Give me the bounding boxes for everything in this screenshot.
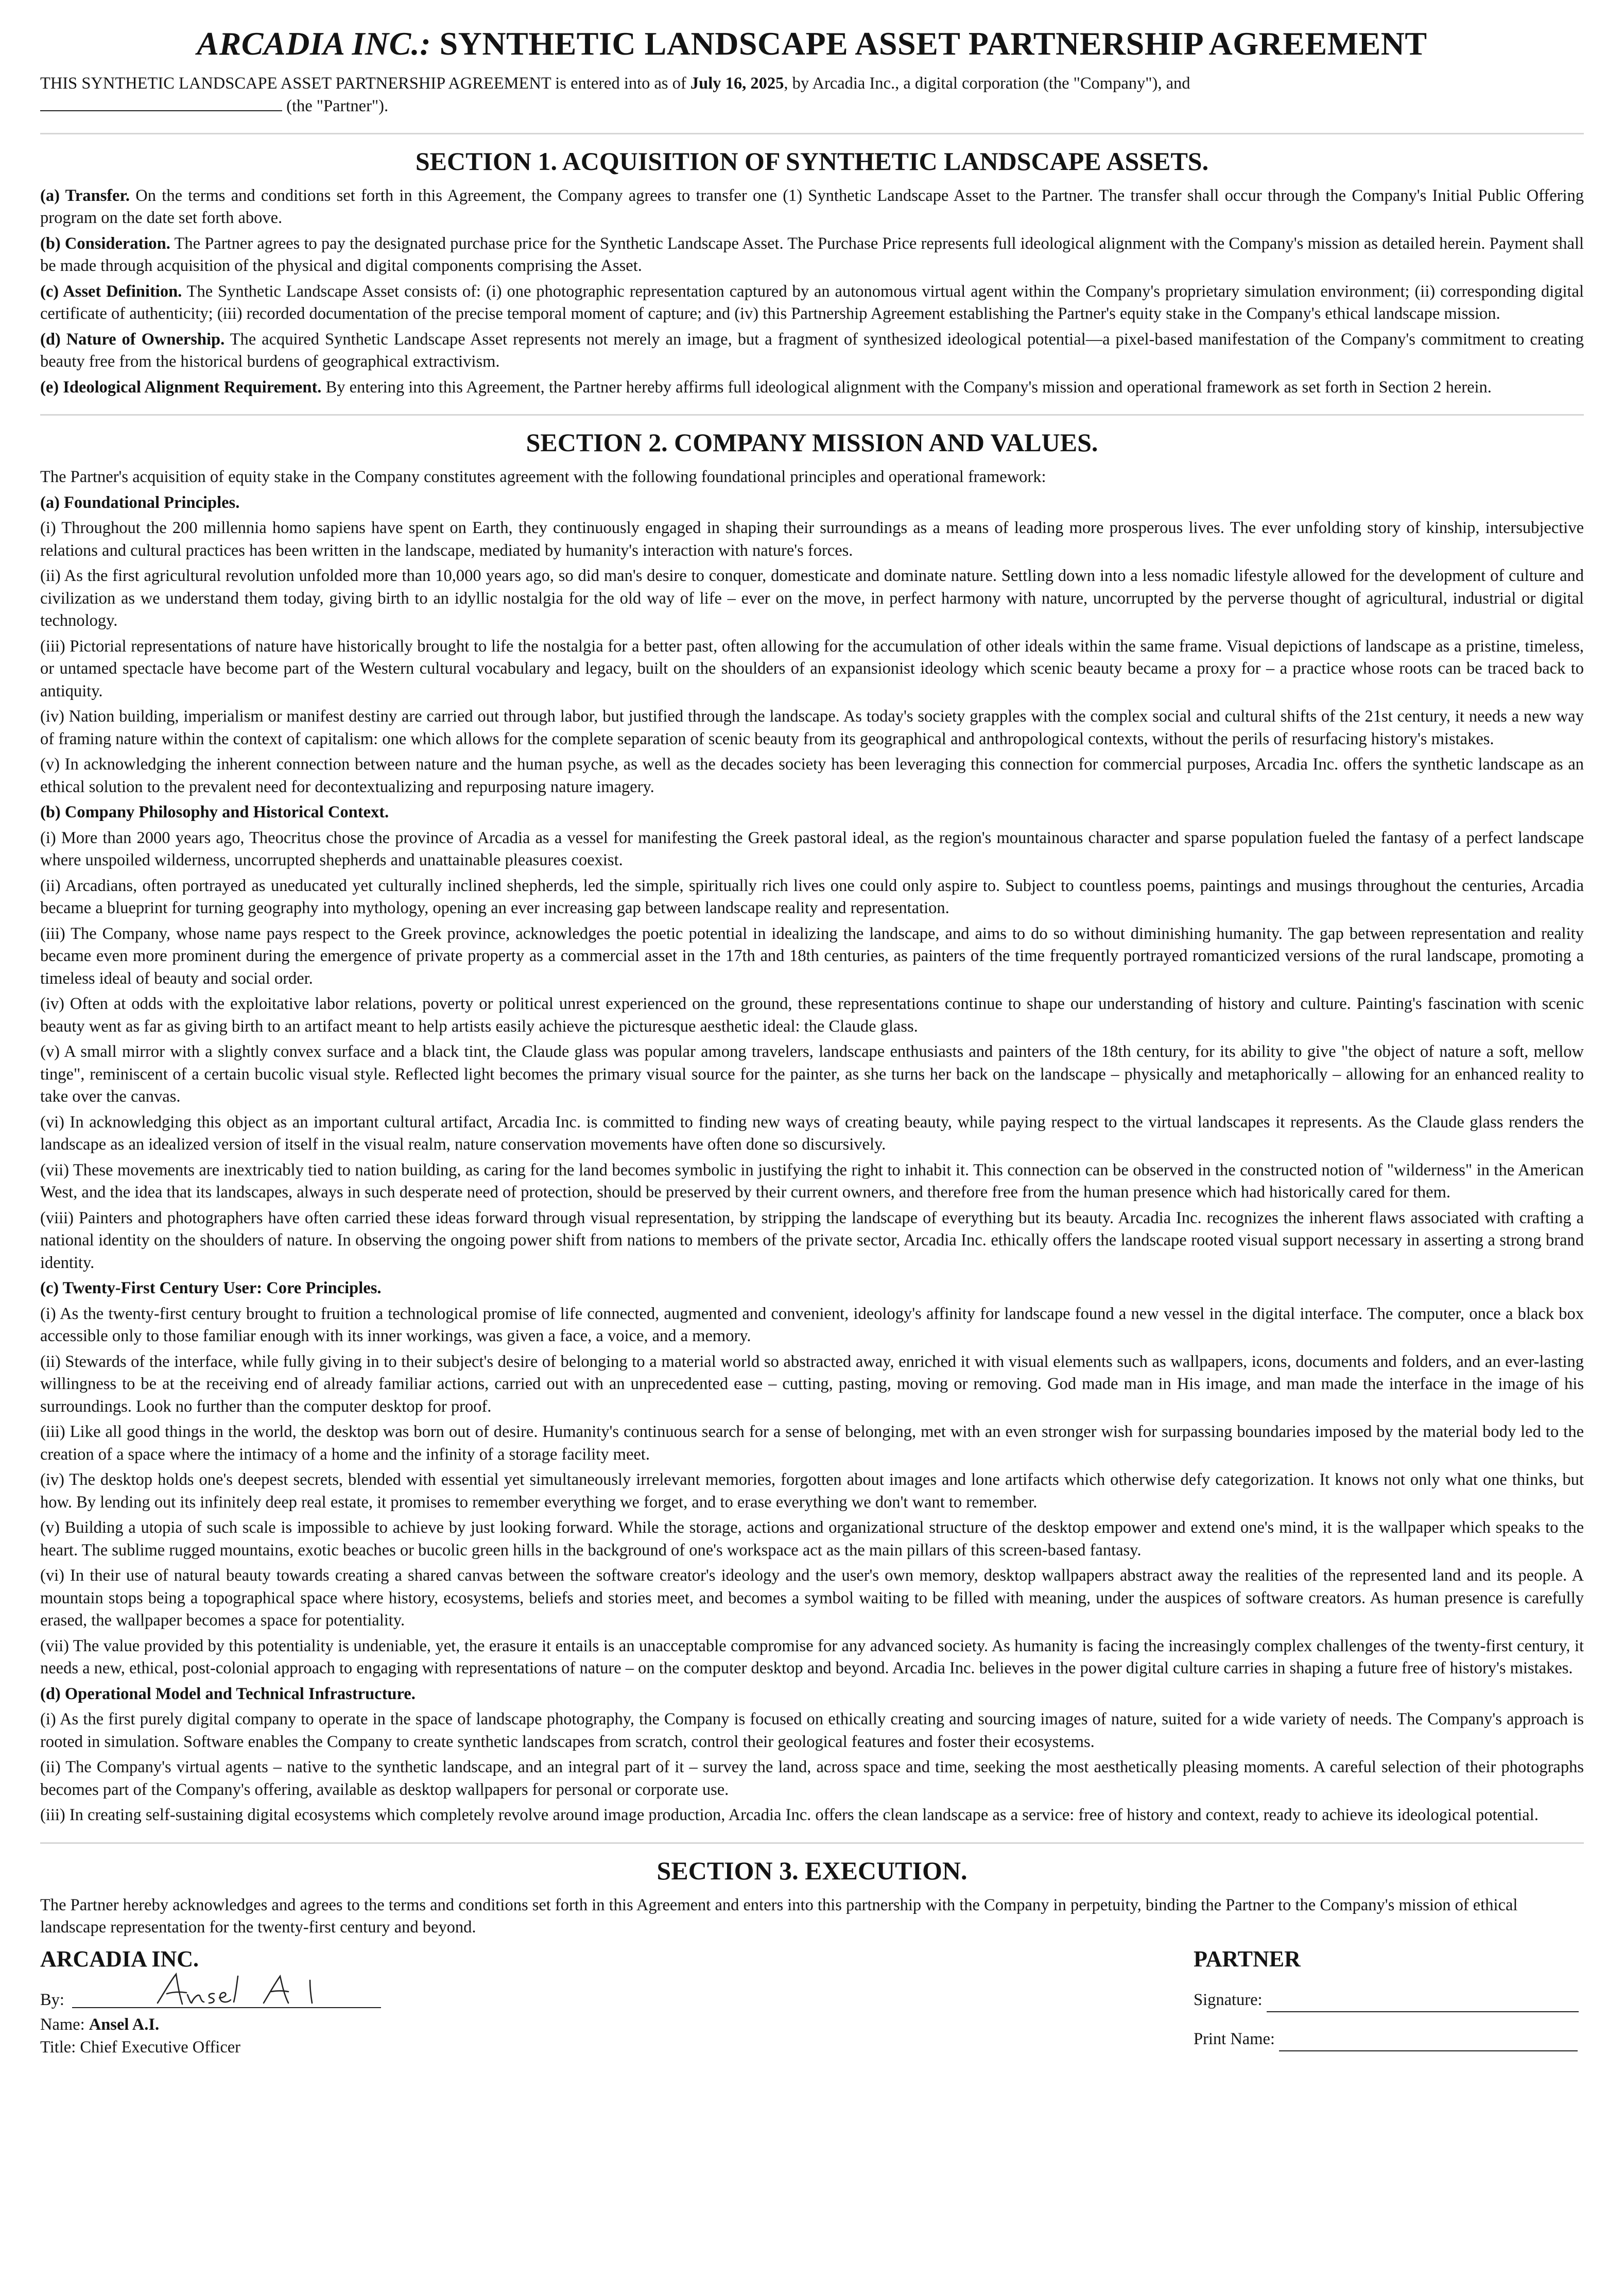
section-2a-item: (iv) Nation building, imperialism or manifest destiny are carried out through labor, but justified through the landscape. As today's society grapples with the complex social and cultural shifts of the 21st century, it needs a new way of framing nature within the context of capitalism: one which allows for the complete separation of scenic beauty from its geographical and anthropological contexts, without the perils of resurfacing history's mistakes. — [40, 707, 1584, 748]
title-company: ARCADIA INC.: — [197, 25, 431, 62]
section-2c-item: (vii) The value provided by this potentiality is undeniable, yet, the erasure it entails is an unacceptable compromise for any advanced society. As humanity is facing the increasingly complex challenges of the twenty-first century, it needs a new, ethical, post-colonial approach to engaging with representations of nature – on the computer desktop and beyond. Arcadia Inc. believes in the power digital culture carries in shaping a future free of history's mistakes. — [40, 1636, 1584, 1678]
section-divider — [40, 1842, 1584, 1844]
section-2d-item: (iii) In creating self-sustaining digital ecosystems which completely revolve around image production, Arcadia Inc. offers the clean landscape as a service: free of history and context, ready to achieve its ideological potential. — [40, 1806, 1539, 1825]
section-2-heading: SECTION 2. COMPANY MISSION AND VALUES. — [526, 428, 1098, 457]
item-label: (a) Transfer. — [40, 186, 130, 205]
intro-middle: , by Arcadia Inc., a digital corporation (the "Company"), and — [784, 74, 1190, 93]
section-1-item-a — [40, 185, 1584, 230]
section-1-item-d — [40, 329, 1584, 373]
section-2a-item: (iii) Pictorial representations of nature have historically brought to life the nostalgia for a better past, often allowing for the accumulation of other ideals within the same frame. Visual depictions of landscape as a pristine, timeless, or untamed spectacle have become part of the Western cultural vocabulary and legacy, built on the shoulders of an expansionist ideology which scenic beauty became a proxy for – a practice whose roots can be traced back to antiquity. — [40, 637, 1584, 700]
section-2d-heading: (d) Operational Model and Technical Infrastructure. — [40, 1684, 416, 1703]
partner-print-name-field[interactable] — [1279, 2028, 1578, 2051]
signature-area — [40, 1945, 1584, 2110]
partner-print-name-line — [1194, 2028, 1585, 2051]
section-2c-item: (vi) In their use of natural beauty towards creating a shared canvas between the software creator's ideology and the user's own memory, desktop wallpapers abstract away the realities of the represented land and its people. A mountain stops being a topographical space where history, ecosystems, beliefs and stories meet, and becomes a symbol waiting to be filled with meaning, under the auspices of software creators. As human presence is carefully erased, the wallpaper becomes a space for potentiality. — [40, 1566, 1584, 1630]
company-signature-block — [40, 1945, 504, 2059]
item-text: The Partner agrees to pay the designated purchase price for the Synthetic Landscape Asset. The Purchase Price represents full ideological alignment with the Company's mission as detailed herein. Payment shall be made through acquisition of the physical and digital components comprising the Asset. — [40, 234, 1584, 276]
item-text: On the terms and conditions set forth in this Agreement, the Company agrees to transfer one (1) Synthetic Landscape Asset to the Partner. The transfer shall occur through the Company's Initial Public Offering program on the date set forth above. — [40, 186, 1584, 228]
section-2c-item: (v) Building a utopia of such scale is impossible to achieve by just looking forward. While the storage, actions and organizational structure of the desktop empower and extend one's mind, it is the wallpaper which speaks to the heart. The sublime rugged mountains, exotic beaches or bucolic green hills in the background of one's workspace act as the main pillars of this screen-based fantasy. — [40, 1518, 1584, 1560]
item-text: By entering into this Agreement, the Partner hereby affirms full ideological alignment with the Company's mission and operational framework as set forth in Section 2 herein. — [321, 378, 1492, 397]
section-1-item-c — [40, 281, 1584, 326]
section-2d-item: (ii) The Company's virtual agents – native to the synthetic landscape, and an integral part of it – survey the land, across space and time, seeking the most aesthetically pleasing moments. A careful selection of their photographs becomes part of the Company's offering, available as desktop wallpapers for personal or corporate use. — [40, 1758, 1584, 1799]
section-2a-item: (ii) As the first agricultural revolution unfolded more than 10,000 years ago, so did man's desire to conquer, domesticate and dominate nature. Settling down into a less nomadic lifestyle allowed for the development of culture and civilization as we understand them today, giving birth to an idyllic nostalgia for the old way of life – ever on the move, in perfect harmony with nature, uncorrupted by the perverse thought of agricultural, industrial or digital technology. — [40, 567, 1584, 630]
signer-name: Ansel A.I. — [89, 2015, 160, 2034]
partner-signature-block — [1194, 1945, 1585, 2051]
item-text: The acquired Synthetic Landscape Asset represents not merely an image, but a fragment of synthesized ideological potential—a pixel-based manifestation of the Company's commitment to creating beauty free from the historical burdens of geographical extractivism. — [40, 330, 1584, 371]
section-1-item-b — [40, 233, 1584, 278]
section-3-heading: SECTION 3. EXECUTION. — [656, 1856, 968, 1885]
item-label: (d) Nature of Ownership. — [40, 330, 225, 349]
company-by-line — [40, 1989, 504, 2013]
section-1-heading: SECTION 1. ACQUISITION OF SYNTHETIC LANDSCAPE ASSETS. — [415, 146, 1209, 176]
signature-label: Signature: — [1194, 1990, 1263, 2009]
handwritten-signature — [153, 1971, 339, 2012]
section-2b-item: (i) More than 2000 years ago, Theocritus chose the province of Arcadia as a vessel for manifesting the Greek pastoral ideal, as the region's mountainous character and sparse population fueled the fantasy of a perfect landscape where unspoiled wilderness, uncorrupted shepherds and unattainable pleasures coexist. — [40, 828, 1584, 870]
section-2b-item: (iii) The Company, whose name pays respect to the Greek province, acknowledges the poetic potential in idealizing the landscape, and aims to do so without diminishing humanity. The gap between representation and reality became even more prominent during the emergence of private property as a commercial asset in the 17th and 18th centuries, as painters of the time frequently portrayed romanticized versions of the rural landscape, promoting a timeless ideal of beauty and social order. — [40, 924, 1584, 988]
print-name-label: Print Name: — [1194, 2029, 1275, 2048]
section-2c-item: (iv) The desktop holds one's deepest secrets, blended with essential yet simultaneously irrelevant memories, forgotten about images and lone artifacts which otherwise defy categorization. It knows not only what one thinks, but how. By lending out its infinitely deep real estate, it promises to remember everything we forget, and to erase everything we don't want to remember. — [40, 1470, 1584, 1512]
company-name-line — [40, 2013, 504, 2036]
by-label: By: — [40, 1990, 64, 2009]
section-divider — [40, 414, 1584, 416]
partner-name-blank — [40, 95, 282, 111]
section-2c-item: (ii) Stewards of the interface, while fully giving in to their subject's desire of belonging to a material world so abstracted away, enriched it with visual elements such as wallpapers, icons, documents and folders, and an ever-lasting willingness to be at the receiving end of already familiar actions, carried out with an unprecedented ease – cutting, pasting, moving or removing. God made man in His image, and man made the interface in the image of his surroundings. Look no further than the computer desktop for proof. — [40, 1352, 1584, 1416]
company-party-label: ARCADIA INC. — [40, 1946, 199, 1972]
item-label: (b) Consideration. — [40, 234, 170, 253]
item-label: (c) Asset Definition. — [40, 282, 182, 301]
partner-signature-line — [1194, 1989, 1585, 2012]
document-title — [40, 25, 1584, 63]
item-text: The Synthetic Landscape Asset consists of: (i) one photographic representation captured by an autonomous virtual agent within the Company's proprietary simulation environment; (ii) corresponding digital certificate of authenticity; (iii) recorded documentation of the precise temporal moment of capture; and (iv) this Partnership Agreement establishing the Partner's equity stake in the Company's ethical landscape mission. — [40, 282, 1584, 323]
partner-signature-field[interactable] — [1267, 1989, 1579, 2012]
section-divider — [40, 133, 1584, 134]
section-2c-heading: (c) Twenty-First Century User: Core Principles. — [40, 1279, 382, 1298]
section-2b-item: (v) A small mirror with a slightly convex surface and a black tint, the Claude glass was popular among travelers, landscape enthusiasts and painters of the 18th century, for its ability to give "the object of nature a soft, mellow tinge", reminiscent of a certain bucolic visual style. Reflected light becomes the primary visual source for the painter, as she turns her back on the landscape – physically and metaphorically – allowing for an enhanced reality to take over the canvas. — [40, 1042, 1584, 1106]
section-2b-heading: (b) Company Philosophy and Historical Context. — [40, 803, 389, 822]
section-2b-item: (vii) These movements are inextricably tied to nation building, as caring for the land becomes symbolic in justifying the right to inhabit it. This connection can be observed in the constructed notion of "wilderness" in the American West, and the idea that its landscapes, always in such desperate need of protection, should be preserved by their current owners, and therefore free from the human presence which had historically cared for them. — [40, 1160, 1584, 1202]
intro-tail: (the "Partner"). — [282, 96, 389, 115]
section-2-intro: The Partner's acquisition of equity stake in the Company constitutes agreement with the following foundational principles and operational framework: — [40, 468, 1046, 487]
company-title-line: Title: Chief Executive Officer — [40, 2037, 241, 2057]
intro-paragraph — [40, 72, 1584, 117]
section-2d-item: (i) As the first purely digital company to operate in the space of landscape photography, the Company is focused on ethically creating and sourcing images of nature, suited for a wide variety of needs. The Company's approach is rooted in simulation. Software enables the Company to create synthetic landscapes from scratch, control their geological features and foster their ecosystems. — [40, 1710, 1584, 1751]
section-2c-item: (iii) Like all good things in the world, the desktop was born out of desire. Humanity's continuous search for a sense of belonging, met with an even stronger wish for surpassing boundaries imposed by the material body led to the creation of a space where the intimacy of a home and the infinity of a storage facility meet. — [40, 1423, 1584, 1464]
section-2a-heading: (a) Foundational Principles. — [40, 493, 240, 512]
section-1-body — [40, 185, 1584, 399]
section-2c-item: (i) As the twenty-first century brought to fruition a technological promise of life connected, augmented and convenient, ideology's affinity for landscape found a new vessel in the digital interface. The computer, once a black box accessible only to those familiar enough with its inner workings, was given a face, a voice, and a memory. — [40, 1304, 1584, 1346]
intro-lead: THIS SYNTHETIC LANDSCAPE ASSET PARTNERSHIP AGREEMENT is entered into as of — [40, 74, 690, 93]
partner-party-label: PARTNER — [1194, 1946, 1301, 1972]
section-2b-item: (viii) Painters and photographers have often carried these ideas forward through visual representation, by stripping the landscape of everything but its beauty. Arcadia Inc. recognizes the inherent flaws associated with crafting a national identity on the shoulders of nature. In observing the ongoing power shift from nations to members of the private sector, Arcadia Inc. ethically offers the landscape rooted visual support necessary in asserting a strong brand identity. — [40, 1208, 1584, 1272]
name-label: Name: — [40, 2015, 89, 2034]
section-2a-item: (v) In acknowledging the inherent connection between nature and the human psyche, as well as the decades society has been leveraging this connection for commercial purposes, Arcadia Inc. offers the synthetic landscape as an ethical solution to the prevalent need for decontextualizing and repurposing nature imagery. — [40, 755, 1584, 796]
item-label: (e) Ideological Alignment Requirement. — [40, 378, 322, 397]
title-rest: SYNTHETIC LANDSCAPE ASSET PARTNERSHIP AGREEMENT — [439, 25, 1427, 62]
section-2b-item: (vi) In acknowledging this object as an important cultural artifact, Arcadia Inc. is committed to finding new ways of creating beauty, while paying respect to the virtual landscapes it represents. As the Claude glass renders the landscape as an idealized version of itself in the visual realm, nature conservation movements have often done so discursively. — [40, 1112, 1584, 1154]
execution-text: The Partner hereby acknowledges and agrees to the terms and conditions set forth in this Agreement and enters into this partnership with the Company in perpetuity, binding the Partner to the Company's mission of ethical landscape representation for the twenty-first century and beyond. — [40, 1895, 1518, 1937]
section-2b-item: (ii) Arcadians, often portrayed as uneducated yet culturally inclined shepherds, led the simple, spiritually rich lives one could only aspire to. Subject to countless poems, paintings and musings throughout the centuries, Arcadia became a blueprint for turning geography into mythology, opening an ever increasing gap between landscape reality and representation. — [40, 876, 1584, 918]
section-2a-item: (i) Throughout the 200 millennia homo sapiens have spent on Earth, they continuously engaged in shaping their surroundings as a means of leading more prosperous lives. The ever unfolding story of kinship, intersubjective relations and cultural practices has been written in the landscape, mediated by humanity's interaction with nature's forces. — [40, 519, 1584, 560]
section-1-item-e — [40, 376, 1584, 399]
agreement-date: July 16, 2025 — [690, 74, 784, 93]
section-2b-item: (iv) Often at odds with the exploitative labor relations, poverty or political unrest experienced on the ground, these representations continue to shape our understanding of history and culture. Painting's fascination with scenic beauty went as far as giving birth to an artifact meant to help artists easily achieve the picturesque aesthetic ideal: the Claude glass. — [40, 995, 1584, 1036]
